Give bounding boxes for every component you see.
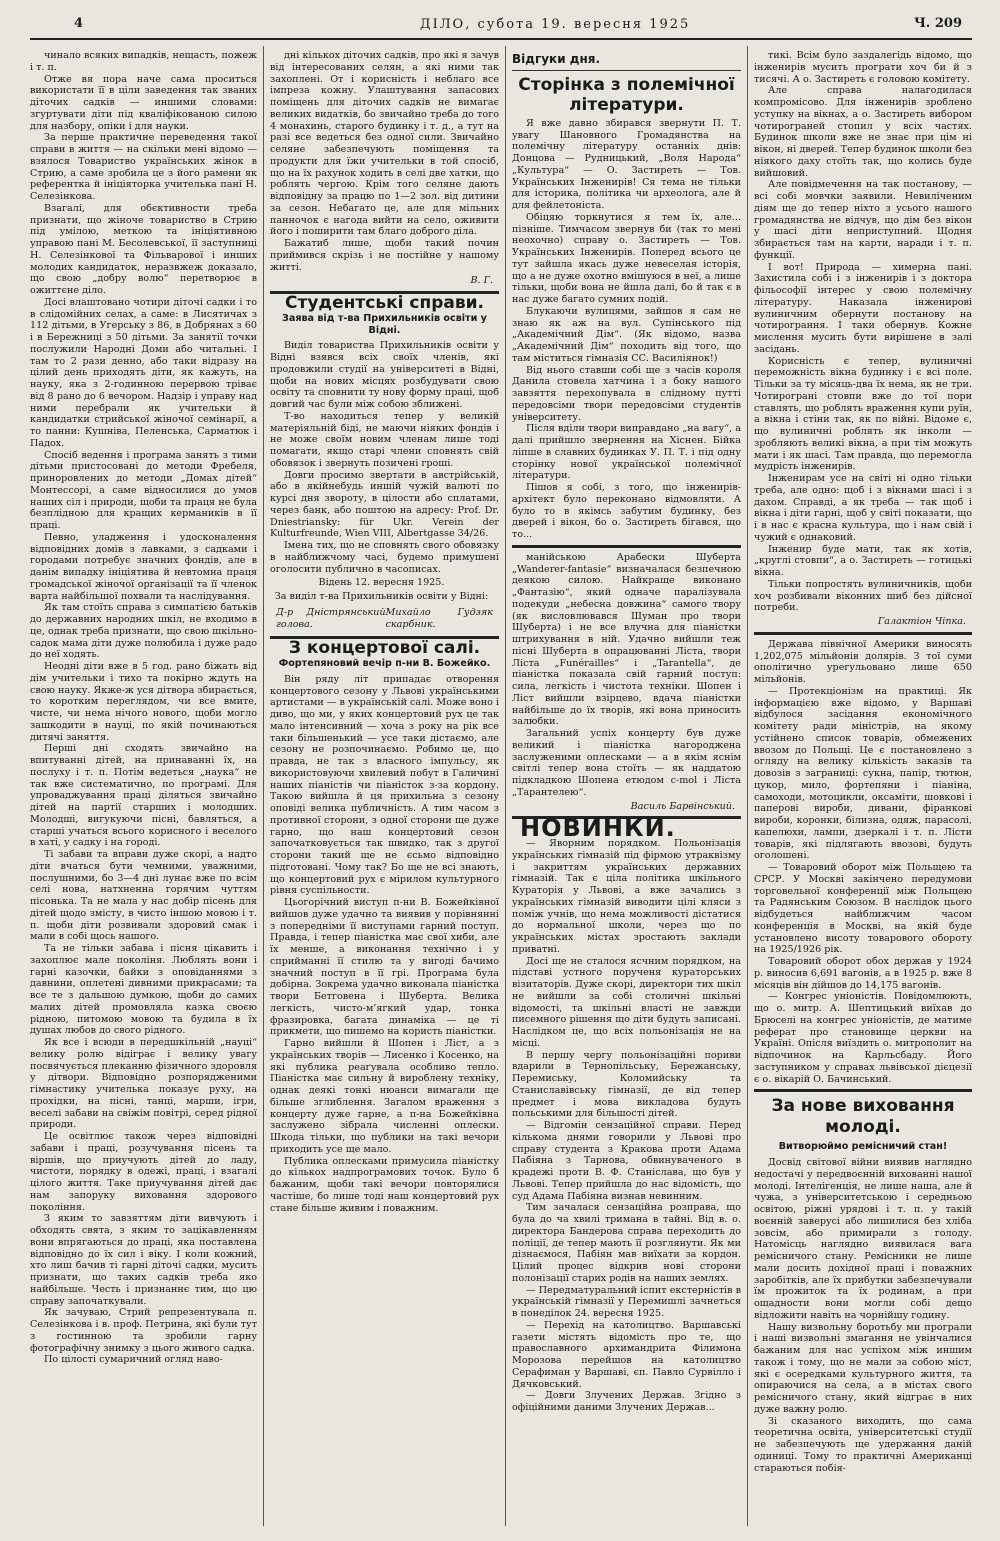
section-divider <box>754 1089 972 1092</box>
students-subtitle: Заява від т-ва Прихильників освіти у Відні. <box>282 312 487 336</box>
page-number: 4 <box>74 16 85 31</box>
responses-title: Відгуки дня. <box>512 52 601 66</box>
section-divider <box>512 70 741 71</box>
column-rule <box>263 46 264 1526</box>
paragraph: Як там стоїть справа з симпатією батьків до державних народних шкіл, не входимо в це, однак треба признати, що свою шкільно-садок мама діти дуже полюбила і дуже радо до неї ходять. <box>30 602 257 661</box>
paragraph: Досвід світової війни виявив наглядно недостачі у передвоєнній вихованні нашої молоді. Інтелігенція, не лише наша, але й чужа, з університетською і середньою освітою, ріжні урядові і т. п. у такій воєнній заверусі або лишилися без хліба зовсім, або примирали з голоду. Натомісць наглядно виявилася вага ремісничого стану. Ремісники не лише мали досить дохідної праці і поважних заробітків, але їх прибутки забезпечували їм прожиток та їх родинам, а при ощадности вони могли собі дещо відложити навіть на чорнійшу годину. <box>754 1157 972 1321</box>
paragraph: Товаровий оборот обох держав у 1924 р. виносив 6,691 вагонів, а в 1925 р. вже 8 місяців він дійшов до 14,175 вагонів. <box>754 956 972 991</box>
paragraph: — Відгомін сензаційної справи. Перед кількома днями говорили у Львові про справу студента з Кракова проти Адама Пабіяна з Тарнова, обвинуваченого в крадежі проти В. Ф. Станіслава, що був у Львові. Тепер прийшла до нас відомість, що суд Адама Пабіяна визнав невинним. <box>512 1120 741 1202</box>
column-rule <box>747 46 748 1526</box>
paragraph: І вот! Природа — химерна пані. Захистила собі і з інженирів і з доктора фільософії інтерес у свою полемічну літературу. Наказала інженирові вулиничним обернути постанову на чотирограння. І таки обернув. Кожне мислення мусить бути вирішене в залі засідань. <box>754 261 972 355</box>
paragraph: Перші дні сходять звичайно на впитуванні дітей, на принаванні їх, на послуху і т. п. Потім ведеться „наука“ не так вже систематично, по програмі. Для упроваджування праці діляться звичайно дітей на партії старших і молодших. Молодші, вигукуючи пісні, бавляться, а старші учаться всього корисного і веселого в хаті, у садку і на городі. <box>30 743 257 849</box>
issue-number: Ч. 209 <box>913 16 962 31</box>
paragraph: По цілості сумаричний огляд наво- <box>44 1354 223 1366</box>
paragraph: Виділ товариства Прихильників освіти у Відні взявся всіх своїх членів, які продовжили студії на університеті в Відні, щоби на нових місцях розбудувати свою освіту та сповнити ту нову форму праці, щоб довгий час були між собою зближені. <box>270 340 499 410</box>
paragraph: Пішов я собі, з того, що інженирів-архітект було переконано відмовляти. А було то в якімсь забутим будинку, без дверей і вікон, бо о. Застиреть бігався, що то... <box>512 482 741 540</box>
column-4 <box>754 50 972 1530</box>
paragraph: Спосіб ведення і програма занять з тими дітьми пристосовані до методи Фребеля, приноровлених до методи „Домах дітей“ Монтессорі, а саме відносилися до умов наших сіл і природи, щоби та праця не була безплідною для кращих кермаників в її праці. <box>30 449 257 531</box>
paragraph: Після вділи твори виправдано „на вагу“, а далі прийшло звернення на Хіснен. Бійка ліпше в славних будинках У. П. Т. і під одну сторінку нової української полемічної літератури. <box>512 423 741 482</box>
paragraph: Неодні діти вже в 5 год. рано біжать від дім учительки і тихо та покірно ждуть на свою науку. Якже-ж уся дітвора збирається, то коротким переглядом, чи все вмите, чисте, чи нема нічого нового, щоби могло зашкодити в науці, по якій починаються дитячі заняття. <box>30 661 257 743</box>
paragraph: Отже вя пора наче сама проситься використати її в ціли заведення так званих діточих садків — иншими словами: згуртувати діти під кваліфікованою силою для назбору, опіки і для науки. <box>30 73 257 132</box>
paragraph: За перше практичне переведення такої справи в життя — на скільки мені відомо — взялося Товариство українських жінок в Стрию, а саме зробила це з його рамени як референтка й ініціяторка учителька пані Н. Селезінкова. <box>30 132 257 202</box>
column-2 <box>270 50 499 1530</box>
paragraph: манійською Арабески Шуберта „Wanderer-fantasie“ визначалася безпечною деякою силою. Найкраще виконано „Фантазію“, який одначе паралізувала подекуди „небесна довжина“ самого твору (як висловлювався Шуман про твори Шуберта) і не все влучна для піаністки штрихування в ній. Удачно вийшли теж пісні Шуберта в опрацюванні Ліста, твори Ліста „Funérailles“ і „Tarantella“, де піаністка показала свій гарний поступ: сила, легкість і чистота техніки. Шопен і Ліст вийшли взірцево, вдача піаністки найбільше до їх творів, які вона приносить залюбки. <box>512 551 741 728</box>
students-for: За виділ т-ва Прихильників освіти у Відні: <box>274 591 489 602</box>
paragraph: Я вже давно збирався звернути П. Т. увагу Шановного Громадянства на полемічну літературу останніх днів: Донцова — Рудницький, „Воля Народа“ „Культура“ — О. Застиреть — Тов. Українських Інженирів! Ся тема не тільки для історика, політика чи археолога, але й для фейлетоніста. <box>512 117 741 211</box>
paragraph: — Перехід на католицтво. Варшавські газети містять відомість про те, що православного архимандрита Філимона Морозова перейшов на католицтво Серафиман у Варшаві, єп. Павло Сурвілло і Дячковський. <box>512 1319 741 1390</box>
paragraph: Певно, уладження і удосконалення відповідних домів з лавками, з садками і городами потребує значних фондів, але в данім випадку ініціятива й невтомна праця громадської жіночої організації та її членок варта найбільшої похвали та наслідування. <box>30 531 257 602</box>
paragraph: З яким то завзяттям діти вивчують і обходять свята, з яким то зацікавленням вони впрягаються до праці, яка поставлена відповідно до їх сил і віку. І коли кожний, хто лиш бачив ті гарні діточі садки, мусить признати, що таких садків треба яко найбільше. Честь і признаннє тим, що цю справу започаткували. <box>30 1213 257 1307</box>
article-polemic-end <box>754 50 972 614</box>
paragraph: Нашу визвольну боротьбу ми програли і наші визвольні змагання не увінчалися бажаним для нас успіхом між иншим також і тому, що не мали за собою міст, які є осередками культурного життя, та опираючися на села, а в містах свого ремісничого стану, який відграє в них дуже важну ролю. <box>754 1321 972 1415</box>
paragraph: чинало всяких випадків, нещасть, пожеж і т. п. <box>30 50 257 73</box>
column-rule <box>505 46 506 1526</box>
concert-subtitle: Фортепяновий вечір п-ни В. Божейко. <box>278 658 491 669</box>
paragraph: Та не тільки забава і пісня цікавить і захоплює мале поколіня. Люблять вони і гарні казочки, байки з оповіданнями з давнини, оплетені дивними прикрасами; та все те з дальшою думкою, щоби до самих малих дітей промовляла казка своєю рідною, питомою мовою та будила в їх душах любов до свого рідного. <box>30 943 257 1037</box>
paragraph: Це освітлює також через відповідні забави і праці, розучування пісень та віршів, що приучують дітей до ладу, чистоти, порядку в одежі, праці, і взагалі цілого життя. Таке приучування дітей дає нам запоруку виховання здорового покоління. <box>30 1131 257 1213</box>
paragraph: Цьогорічний виступ п-ни В. Божейківної вийшов дуже удачно та виявив у порівнянні з попередніми її виступами гарний поступ. Правда, і тепер піаністка має свої хиби, але їх менше, а виконання технічно і у сприйманні її стилю та у вигоді бачимо значний поступ в її грі. Програма була добірна. Зокрема удачно виконала піаністка твори Бетговена і Шуберта. Велика легкість, чисто-м’ягкий удар, тонка фразировка, багата динаміка — це ті прикмети, що пишемо на користь піаністки. <box>270 897 499 1038</box>
paragraph: Досі ще не сталося ясчним порядком, на підставі устного порученя кураторських візитаторів. Дуже скорі, директори тих шкіл не вийшли за собі столичні шкільні відомості, та шкільні власті не завжди писемного рішення що діти будуть записані. Наслідком це, що всіх польонізація не на місці. <box>512 955 741 1049</box>
paragraph: Публика оплесками примусила піаністку до кількох надпрограмових точок. Було б бажаним, щоби такі вечори повторялися частіше, бо лише тоді наш концертовий рух стане більше живим і поважним. <box>270 1155 499 1214</box>
article-polemic <box>512 118 741 541</box>
paragraph: Але повідмечення на так постанову, — всі собі мовчки заявили. Невиліченим діям ще до тепер ніхто з усього нашого громадянства не відчув, що дім без вікон у шасі діти неприступний. Щодня збирається там на карти, наради і т. п. функції. <box>754 179 972 261</box>
paragraph: В першу чергу польонізаційні пориви вдарили в Тернопільську, Бережанську, Перемиську, Коломийську та Станиславівську гімназії, де від тепер предмет і мова викладова будуть польськими для більшості дітей. <box>512 1049 741 1120</box>
paragraph: Як все і всюди в передшкільній „науці“ велику ролю відіграє і велику увагу посвячується плеканню фізичного здоровля у дітвори. Відповідно розпорядженими гімнастику учителька показує руху, на прохідки, на пісні, танці, марши, ігри, веселі забави на свіжім повітрі, серед рідної природи. <box>30 1037 257 1131</box>
article-concert <box>270 674 499 1215</box>
paragraph: дні кількох діточих садків, про які я зачув від інтересованих селян, а які ними так захоплені. От і корисність і неблаго все імпреза кожну. Улаштування запасових поміщень для діточих садків не вимагає великих видатків, бо звичайно треба до того 4 монахинь, старого будинку і т. д., а тут на разі все ведеться без одної сили. Звичайно селяне забезпечують поміщення та продукти для їжи учительки в той спосіб, що на їх рахунок ходить в селі две хатки, що роблять чергою. Крім того селяне дають відповідну за працю по 1—2 зол. від дитини за сезон. Небагато це, але для мільних панночок є нагода вийти на село, оживити його і поширити там благо доброго діла. <box>270 50 499 238</box>
column-3 <box>512 50 741 1530</box>
paragraph: Досі влаштовано чотири діточі садки і то в слідомійних селах, а саме: в Лисятичах з 112 дітьми, в Угерську з 86, в Добрянах з 60 і в Бережниці з 50 дітьми. За занятії точки послужили Народні Доми або читальні. І там то 2 рази денно, або таки відразу на цілий день приходять діти, як кажуть, на науку, яка з 2-годинною перервою тріває від 8 рано до 6 вечором. Надзір і управу над ними перебрали як учительки й кандидатки стрийської жіночої семінарії, а то панни: Кушніва, Пеленська, Сарматюк і Падох. <box>30 296 257 449</box>
paragraph: Зі сказаного виходить, що сама теоретична освіта, університетські студії не забезпечують ще удержання даній одиниці. Тому то практичні Американці стараються побія- <box>754 1415 972 1474</box>
paragraph: Він ряду літ припадає отворення концертового сезону у Львові українськими артистами — в українській салі. Може воно і диво, що ми, у яких концертовий рух це так мало інтенсивний — хоча з року на рік все таки більшенький — усе таки дістаємо, але сезону не розпочинаємо. Робимо це, що правда, не так з власного імпульсу, як використовуючи хвилевий побут в Галичині наших піаністів чи піаністок з-за кордону. Такою вийшла й ця прихильна з сезону оповіді велика публичність. А тим часом з противної сторони, з одної сторони ще дуже гарно, що наш концертовий сезон започатковується так швидко, так з другої сторони такий ще не єсьмо відповідно підготовані. Чому так? Бо ще не всі знають, що концертовий рух є мірилом культурного рівня суспільности. <box>270 673 499 897</box>
polemic-title: Сторінка з полемічної літератури. <box>518 74 735 115</box>
paragraph: Імена тих, що не сповнять свого обовязку в найближчому часі, будемо примушені оголосити публично в часописах. <box>270 540 499 575</box>
column-1 <box>30 50 257 1530</box>
paragraph: Інженир буде мати, так як хотів, „круглі стовпи“, а о. Застиреть — готицькі вікна. <box>754 543 972 578</box>
article-education <box>754 1157 972 1474</box>
paragraph: Інженирам усе на світі ні одно тільки треба, але одно: щоб і з вікнами шасі і з дахом. Справді, а як треба — так щоб і вікна і діти гарні, щоб у світі показати, що і в нас є красна культура, що і нам свій і чужий є однаковий. <box>754 473 972 543</box>
news-items-cont <box>754 639 972 1086</box>
article-kindergartens <box>30 50 257 1366</box>
masthead <box>30 14 972 40</box>
paragraph: Ті забави та вправи дуже скорі, а надто діти вчаться бути чемними, уважними, послушними, бо 3—4 дні лунає вже по всім селі нова, натхненна горячим чуттям пісонька. Та не мала у нас добір пісень для дітей щодо змісту, в чисто іншою мовою і т. п. щоби діти розвивали здоровий смак і мали в собі щось нашого. <box>30 849 257 943</box>
paragraph: тикі. Всім було заздалегідь відомо, що інженирів мусить програти хоч би й з тисячі. А о. Застиреть є головою комітету. <box>754 50 972 85</box>
paragraph: Блукаючи вулицями, зайшов я сам не знаю як аж на вул. Супінського під „Академічний Дім“. (Як відомо, назва „Академічний Дім“ походить від того, що там міститься гімназія СС. Василіянок!) <box>512 305 741 364</box>
paragraph: Бажатиб лише, щоби такий почин приймився скрізь і не постійне у нашому житті. <box>270 238 499 273</box>
signature-president: Д-р Дністрянський голова. <box>276 606 386 630</box>
article-students <box>270 340 499 575</box>
news-title: НОВИНКИ. <box>520 814 676 843</box>
paragraph: Тим зачалася сензаційна розправа, що була до ча хвилі тримана в тайні. Від в. о. директора Бандерова справа переходить до поліції, де тепер мають її розглянути. Як ми дізнаємося, Пабіян мав виїхати за кордон. Цілий процес відкрив нові сторони полонізації старих родів на наших землях. <box>512 1202 741 1284</box>
paragraph: Держава північної Америки виносять 1,202,075 мільйонів долярів. З тої суми ополітично урегульовано лише 650 мільйонів. <box>754 638 972 685</box>
article-music-review <box>512 552 741 799</box>
paragraph: — Передматуральний іспит екстерністів в українській гімназії у Перемишлі зачнеться в понеділок 24. вересня 1925. <box>512 1284 741 1319</box>
news-items <box>512 838 741 1414</box>
section-divider <box>512 545 741 548</box>
music-signature: Василь Барвінський. <box>630 800 735 812</box>
paragraph: — Конгрес уніоністів. Повідомлюють, що о. митр. А. Шептицький виїхав до Брюселі на конгрес уніоністів, де матиме реферат про становище церкви на Україні. Опісля виїздить о. митрополит на відпочинок на Карльсбаду. Його заступником у справах львівської дієцезії є о. вікарій О. Бачинський. <box>754 991 972 1085</box>
paragraph: Довги просимо звертати в австрійській, або в якійнебудь иншій чужій валюті по курсі дня звороту, в цілости або сплатами, через банк, або поштою на адресу: Prof. Dr. Dniestriansky: für Ukr. Verein der Kulturfreunde, Wien VIII, Albertgasse 34/26. <box>270 469 499 540</box>
galaktion-signature: Галактіон Чіпка. <box>877 616 966 627</box>
concert-title: З концертової салі. <box>288 638 481 659</box>
section-divider <box>754 632 972 635</box>
paragraph: Тільки попростять вулиничників, щоби хоч розбивали віконних шиб без дійсної потреби. <box>754 578 972 614</box>
newspaper-title-date: ДІЛО, субота 19. вересня 1925 <box>420 17 691 32</box>
paragraph: Але справа налагодилася компромісово. Для інженирів зроблено уступку на вікнах, а о. Застиреть вибором чотирограней стопил у всіх частях. Будинок школи вже не знає при цім ні вікон, ні дверей. Тепер будинок школи без ніякого даху стоїть так, що колись буде вийшовий. <box>754 85 972 179</box>
paragraph: Т-во находиться тепер у великій матеріяльній біді, не маючи ніяких фондів і не може своїм новим членам лише тоді помагати, якщо старі члени сповнять свій обовязок і звернуть позичені гроші. <box>270 410 499 469</box>
paragraph: Загальний успіх концерту був дуже великий і піаністка нагороджена заслуженими оплесками — а в якім яснім світлі тепер вона стоїть — як наддатою підкладкою Шопена етюдом с-mol і Ліста „Тарантелею“. <box>512 728 741 798</box>
education-title: За нове виховання молоді. <box>771 1096 955 1138</box>
students-date: Відень 12. вересня 1925. <box>318 577 445 589</box>
paragraph: Взагалі, для обєктивности треба признати, що жіноче товариство в Стрию під умілою, меткою та ініціятивною управою пані М. Бесолевської, її заступниці Н. Селезінкової та Фільварової і инших молодих кандидаток, неразвжеж доказало, що свою „добру волю“ перетворює в ожиттєне діло. <box>30 202 257 296</box>
paragraph: — Яворним порядком. Польонізація українських гімназій під фірмою утраквізму і закриттям українських державних гімназій. Так є ціла політика шкільного Кураторія у Львові, а вже зачались з українських гімназій виводити цілі кляси з поміж учнів, що нема можливості дістатися до нормальної школи, через що по українських містах зростають заклади приватні. <box>512 838 741 955</box>
paragraph: — Довги Злучених Держав. Згідно з офіційними даними Злучених Держав... <box>512 1390 741 1413</box>
paragraph: Обіцяю торкнутися я тем їх, але... пізніше. Тимчасом звернув би (так то мені неохочно) справу о. Застиреть — Тов. Українських Інженирів. Поперед всього це тут зайшла якась дуже невеселая історія, що а не дуже охотно вмішуюся в неї, а лише тільки, щоби вона не йшла далі, бо й так є в нас дуже багато сумних подій. <box>512 211 741 305</box>
article-kindergartens-end <box>270 50 499 273</box>
paragraph: Від нього ставши собі ще з часів короля Данила стовела хатчина і з боку нашого завзяття перехопувала в слідному путті передовсіми твори передовсіми студентів університету. <box>512 364 741 423</box>
paragraph: Корисність є тепер, вулиничні переможність вікна будинку і є всі поле. Тільки за ту місяць-два їх нема, як не три. Чотирограні стовпи вже до тої пори ставлять, що роблять враження купи руїн, а вікна і стіни так, як по війні. Відоме є, що вулиничні роблять як інколи — зробляють великі вікна, а при тім можуть мати і як шасі. Там правда, що перемогла мудрість інженирів. <box>754 355 972 473</box>
signature-treasurer: Михайло Гудзяк скарбник. <box>385 606 493 630</box>
author-signature: В. Г. <box>470 275 493 287</box>
students-title: Студентські справи. <box>285 293 484 313</box>
paragraph: — Протекціонізм на практиці. Як інформацією вже відомо, у Варшаві відбулося засідання економічного комітету ради міністрів, на якому устійнено список товарів, обмежених ввозом до Польщі. Це є постановлено з огляду на велику кількість заказів та довозів з заграниці: сукна, папір, тютюн, цукор, мило, фортепяни і піаніна, самоходи, мотоцикли, оксаміти, шовкові і паперові вироби, дивани, фіранкові вироби, коронки, білизна, одяж, парасолі, капелюхи, лампи, дзеркалі і т. п. Лісти товарів, які підлягають ввозові, будуть оголошені. <box>754 685 972 862</box>
education-subtitle: Витворюймо ремісничий стан! <box>778 1141 948 1153</box>
paragraph: — Товаровий оборот між Польщею та СРСР. У Москві закінчено передумови торговельної конференції між Польщею та Радянським Союзом. В наслідок цього відбудеться найближчим часом конференція в Москві, на якій буде установлено висоту товарового обороту на 1925/1926 рік. <box>754 862 972 956</box>
students-signatures <box>270 605 499 633</box>
paragraph: Гарно вийшли й Шопен і Ліст, а з українських творів — Лисенко і Косенко, на які публика реаґувала особливо тепло. Піаністка має сильну й вироблену техніку, однак деякі тонкі нюанси вимагали ще більше зглиблення. Загалом враження з концерту дуже гарне, а п-на Божейківна заслужено зібрала численні оплески. Шкода тільки, що публики на такі вечори приходить усе ще мало. <box>270 1038 499 1155</box>
paragraph: Як зачуваю, Стрий репрезентувала п. Селезінкова і в. проф. Петрина, які були тут з гостинною та зробили гарну фотографічну знимку з цього живого садка. <box>30 1307 257 1354</box>
